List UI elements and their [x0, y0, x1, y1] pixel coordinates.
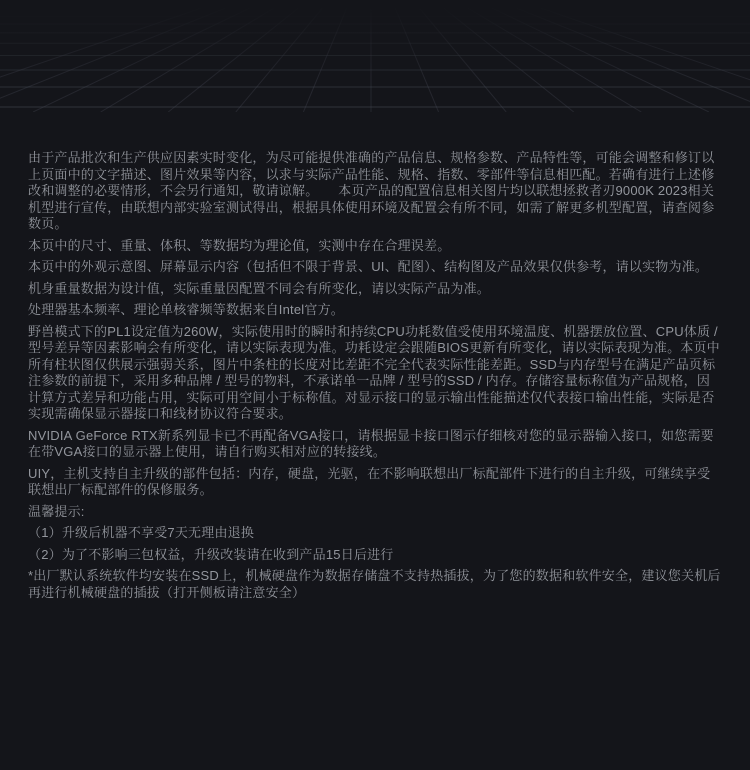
- para-body-weight: 机身重量数据为设计值，实际重量因配置不同会有所变化，请以实际产品为准。: [28, 280, 491, 296]
- para-power-performance: 野兽模式下的PL1设定值为260W，实际使用时的瞬时和持续CPU功耗数值受使用环境温度、机器摆放位置、CPU体质 / 型号差异等因素影响会有所变化，请以实际表现为准。功耗设定会跟随BIOS更新有所变化，请以实际表现为准。本页中所有柱状图仅供展示强弱关系，图片中条柱的长度对比差距不完全代表实际性能差距。SSD与内存型号在满足产品页标注参数的前提下，采用多种品牌 / 型号的物料，不承诺单一品牌 / 型号的SSD / 内存。存储容量标称值为产品规格，因计算方式差异和功能占用，实际可用空间小于标称值。对显示接口的显示输出性能描述仅代表接口输出性能，实际是否实现需确保显示器接口和线材协议符合要求。: [28, 323, 720, 421]
- para-cpu-frequency: 处理器基本频率、理论单核睿频等数据来自Intel官方。: [28, 302, 344, 317]
- para-ssd-hotplug: *出厂默认系统软件均安装在SSD上，机械硬盘作为数据存储盘不支持热插拔，为了您的数据和软件安全，建议您关机后再进行机械硬盘的插拔（打开侧板请注意安全）: [28, 568, 721, 600]
- para-tip-1: （1）升级后机器不享受7天无理由退换: [28, 525, 255, 540]
- disclaimer-section: [28, 150, 722, 601]
- para-tips-title: 温馨提示:: [28, 503, 85, 519]
- perspective-grid: [0, 0, 750, 112]
- para-diy-upgrade: UIY，主机支持自主升级的部件包括：内存，硬盘，光驱，在不影响联想出厂标配部件下进行的自主升级，可继续享受联想出厂标配部件的保修服务。: [28, 465, 711, 497]
- para-vga-adapter: NVIDIA GeForce RTX新系列显卡已不再配备VGA接口，请根据显卡接口图示仔细核对您的显示器输入接口，如您需要在带VGA接口的显示器上使用，请自行购买相对应的转接线。: [28, 427, 714, 459]
- para-product-changes: 由于产品批次和生产供应因素实时变化，为尽可能提供准确的产品信息、规格参数、产品特性等，可能会调整和修订以上页面中的文字描述、图片效果等内容，以求与实际产品性能、规格、指数、零部件等信息相匹配。若确有进行上述修改和调整的必要情形，不会另行通知，敬请谅解。 本页产品的配置信息相关图片均以联想拯救者刃9000K 2023相关机型进行宣传，由联想内部实验室测试得出，根据具体使用环境及配置会有所不同，如需了解更多机型配置，请查阅参数页。: [28, 150, 715, 231]
- para-tip-2: （2）为了不影响三包权益，升级改装请在收到产品15日后进行: [28, 546, 394, 562]
- hero-grid-background: [0, 0, 750, 112]
- para-theoretical-values: 本页中的尺寸、重量、体积、等数据均为理论值，实测中存在合理误差。: [28, 237, 451, 253]
- para-appearance-reference: 本页中的外观示意图、屏幕显示内容（包括但不限于背景、UI、配图）、结构图及产品效果仅供参考，请以实物为准。: [28, 259, 709, 274]
